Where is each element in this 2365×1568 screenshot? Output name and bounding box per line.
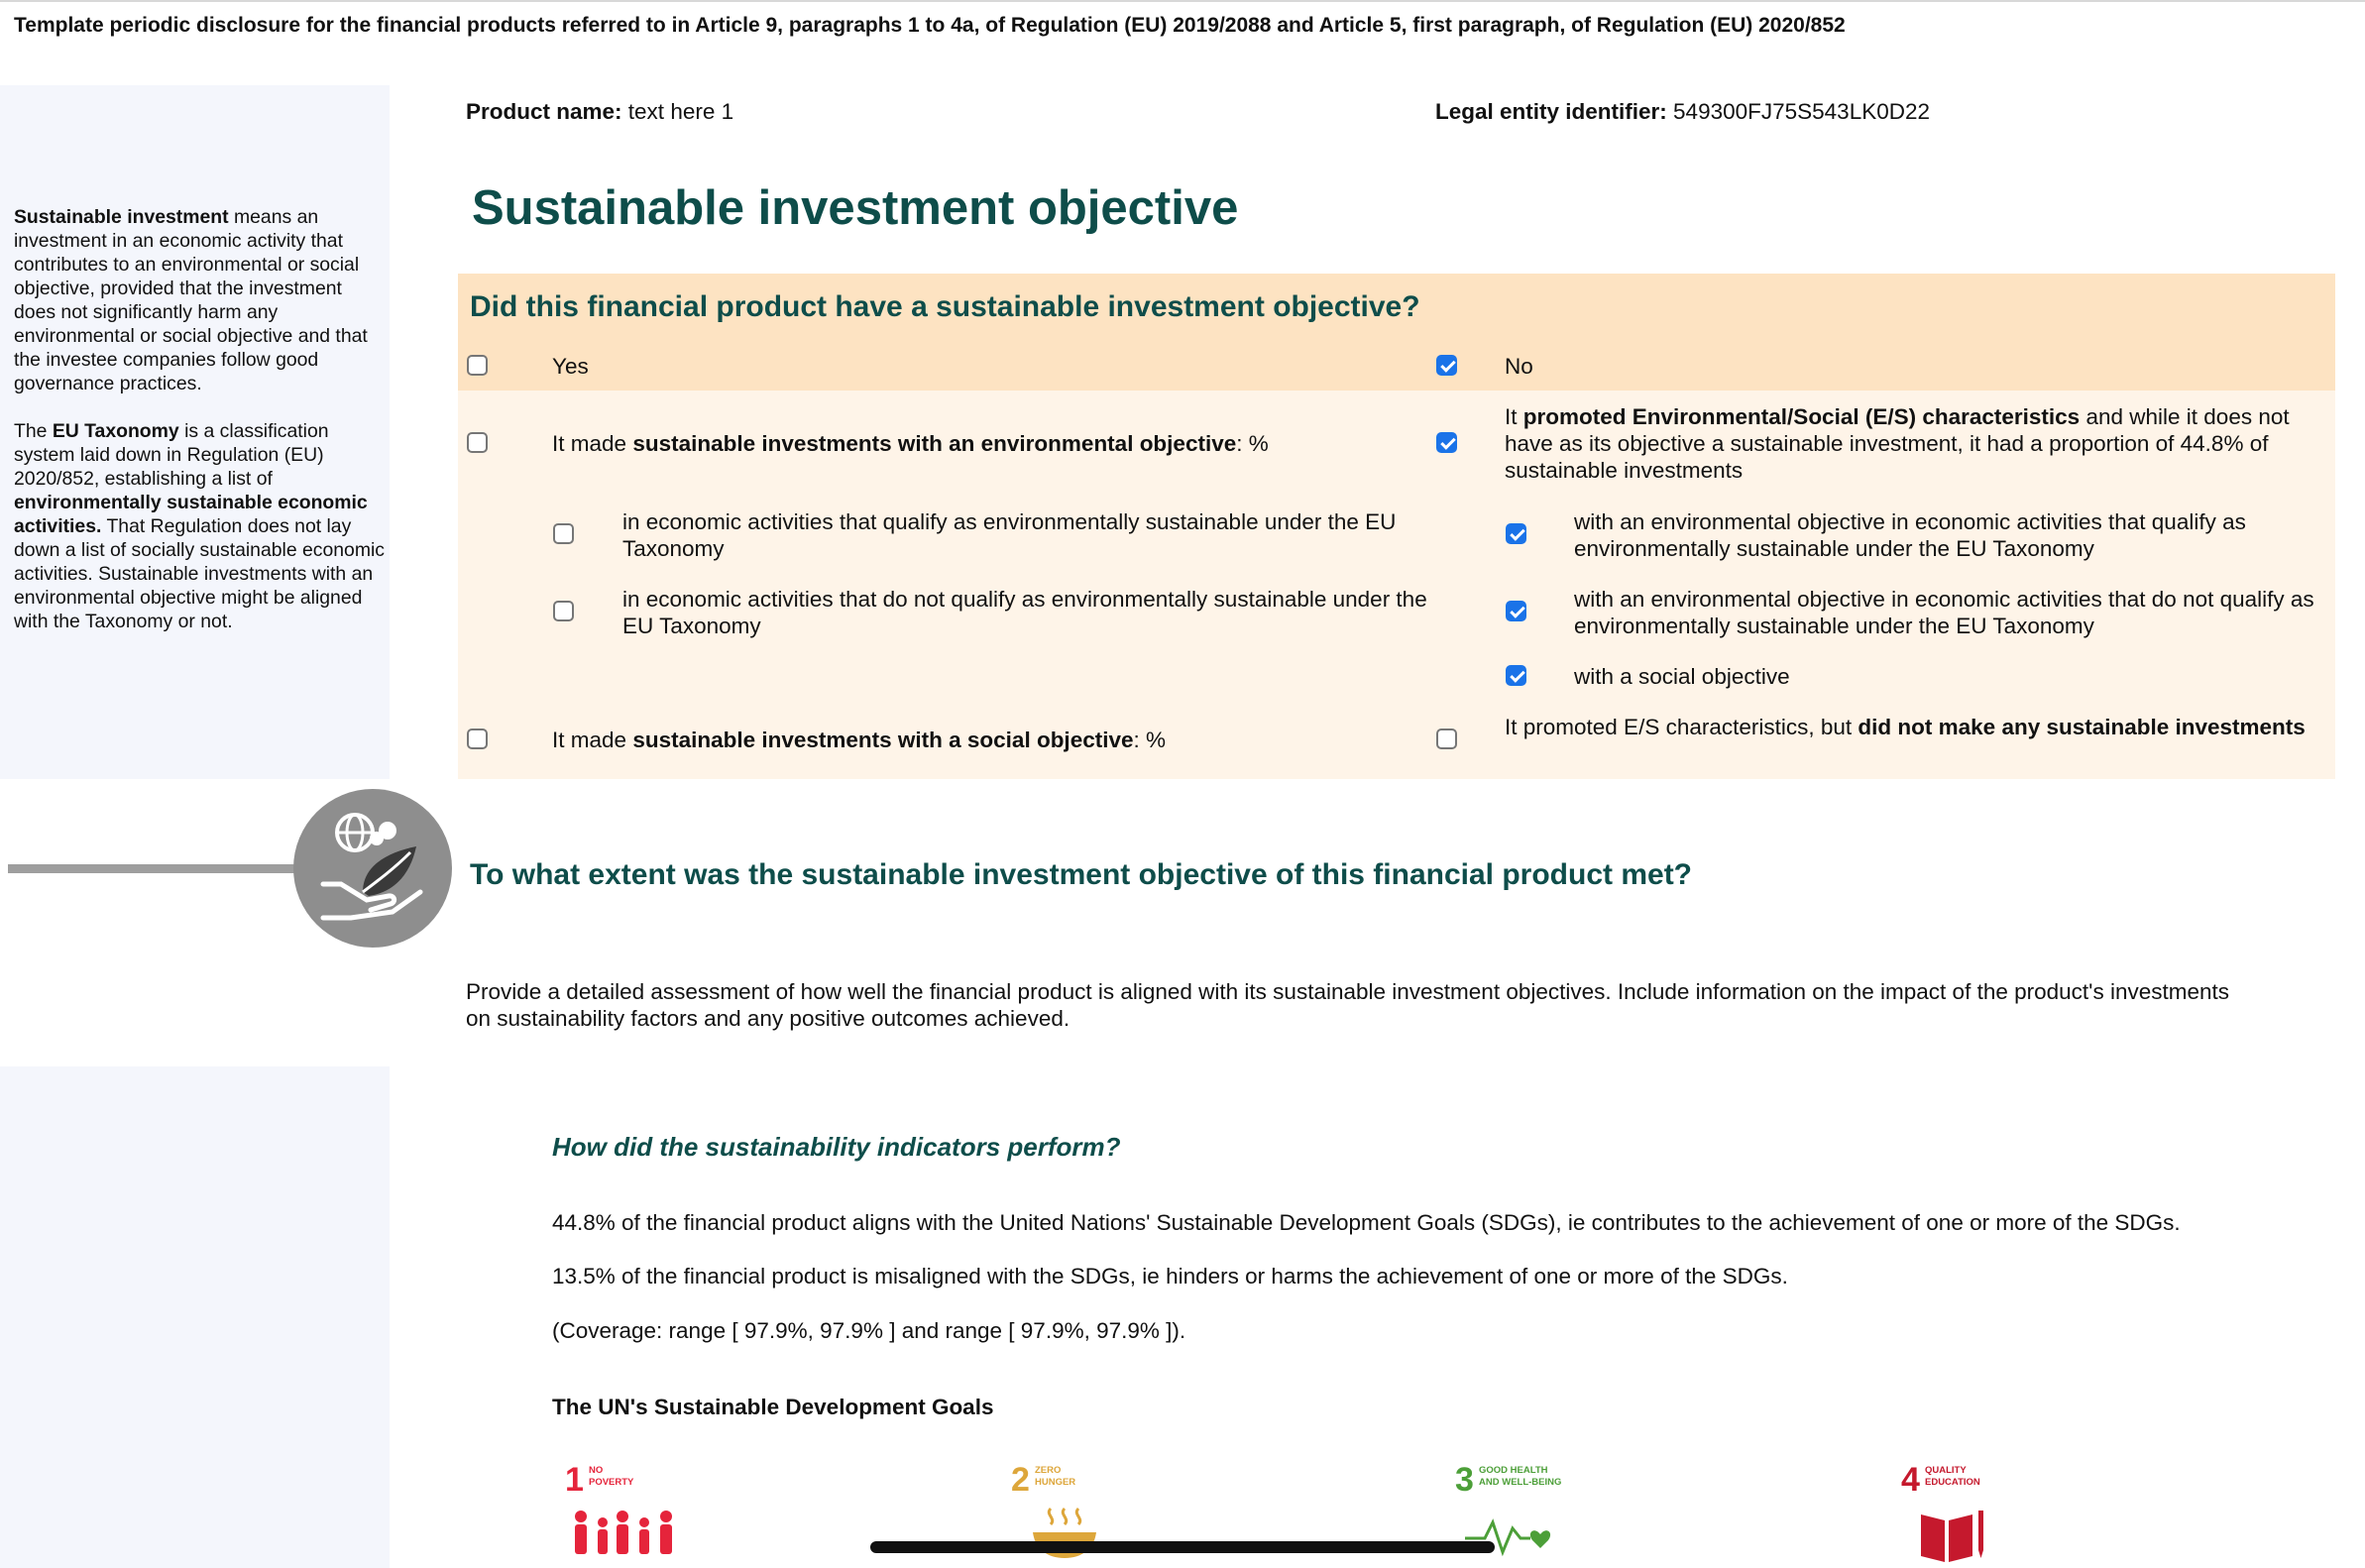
social-objective-checkbox[interactable] <box>467 728 488 749</box>
env-taxonomy-not-qualify-checkbox[interactable] <box>1506 601 1526 621</box>
environmental-objective-checkbox[interactable] <box>467 432 488 453</box>
taxonomy-qualify-checkbox[interactable] <box>553 523 574 544</box>
environmental-objective-label: It made sustainable investments with an environmental objective: % <box>552 431 1269 456</box>
legal-entity-identifier: Legal entity identifier: 549300FJ75S543LK0D22 <box>1435 99 1931 124</box>
env-taxonomy-qualify-checkbox[interactable] <box>1506 523 1526 544</box>
sidebar-definitions <box>14 205 386 657</box>
social-checkbox[interactable] <box>1506 665 1526 686</box>
top-divider <box>0 0 2365 2</box>
yes-label: Yes <box>552 354 589 379</box>
sustainable-investment-definition: Sustainable investment means an investment in an economic activity that contributes to an environmental or social objective, provided that the investment does not significantly harm any environmental or social objective and that the investee companies follow good governance practices. <box>14 206 368 394</box>
sdg-aligned-text: 44.8% of the financial product aligns with the United Nations' Sustainable Development Goals (SDGs), ie contributes to the achievement of one or more of the SDGs. <box>552 1210 2181 1235</box>
coverage-text: (Coverage: range [ 97.9%, 97.9% ] and range [ 97.9%, 97.9% ]). <box>552 1318 1186 1343</box>
product-name: Product name: text here 1 <box>466 99 734 124</box>
document-title: Template periodic disclosure for the financial products referred to in Article 9, paragraphs 1 to 4a, of Regulation (EU) 2019/2088 and Article 5, first paragraph, of Regulation (EU) 2020/852 <box>14 14 1846 37</box>
no-label: No <box>1505 354 1533 379</box>
zero-hunger-icon <box>1025 1503 1104 1562</box>
sdg-3-label: GOOD HEALTH AND WELL-BEING <box>1479 1465 1562 1488</box>
sdg-4-number: 4 <box>1901 1461 1920 1499</box>
env-taxonomy-qualify-label: with an environmental objective in economic activities that qualify as environmentally sustainable under the EU Taxonomy <box>1574 509 2246 561</box>
no-poverty-icon <box>573 1509 682 1558</box>
extent-title: To what extent was the sustainable investment objective of this financial product met? <box>470 858 1693 891</box>
no-sustainable-investments-checkbox[interactable] <box>1436 728 1457 749</box>
sdg-3-number: 3 <box>1455 1461 1474 1499</box>
no-checkbox[interactable] <box>1436 355 1457 376</box>
sdg-1-tile <box>565 1461 704 1568</box>
sdg-section-title: The UN's Sustainable Development Goals <box>552 1395 994 1419</box>
indicators-title: How did the sustainability indicators perform? <box>552 1132 1121 1162</box>
sdg-1-label: NO POVERTY <box>589 1465 634 1488</box>
sustainability-hands-icon <box>293 789 452 948</box>
es-characteristics-label: It promoted Environmental/Social (E/S) characteristics and while it does not have as its objective a sustainable investment, it had a proportion of 44.8% of sustainable investments <box>1505 404 2290 483</box>
question-title: Did this financial product have a sustainable investment objective? <box>470 290 1420 323</box>
sdg-4-label: QUALITY EDUCATION <box>1925 1465 1980 1488</box>
social-label: with a social objective <box>1574 664 1790 689</box>
taxonomy-not-qualify-checkbox[interactable] <box>553 601 574 621</box>
quality-education-icon <box>1919 1507 1988 1562</box>
sdg-2-number: 2 <box>1011 1461 1030 1499</box>
sdg-misaligned-text: 13.5% of the financial product is misaligned with the SDGs, ie hinders or harms the achievement of one or more of the SDGs. <box>552 1264 1788 1288</box>
no-sustainable-investments-label: It promoted E/S characteristics, but did not make any sustainable investments <box>1505 715 2306 739</box>
es-characteristics-checkbox[interactable] <box>1436 432 1457 453</box>
section-title: Sustainable investment objective <box>472 181 1239 235</box>
sdg-2-label: ZERO HUNGER <box>1035 1465 1076 1488</box>
social-objective-label: It made sustainable investments with a social objective: % <box>552 728 1167 752</box>
eu-taxonomy-definition: The EU Taxonomy is a classification system laid down in Regulation (EU) 2020/852, establishing a list of environmentally sustainable economic activities. That Regulation does not lay down a list of socially sustainable economic activities. Sustainable investments with an environmental objective might be aligned with the Taxonomy or not. <box>14 420 385 632</box>
extent-paragraph: Provide a detailed assessment of how well the financial product is aligned with its sustainable investment objectives. Include information on the impact of the product's investments on sustainability factors and any positive outcomes achieved. <box>466 979 2229 1031</box>
section-connector-line <box>8 864 305 873</box>
sdg-4-tile <box>1901 1461 2040 1568</box>
home-indicator[interactable] <box>870 1541 1495 1553</box>
taxonomy-not-qualify-label: in economic activities that do not qualify as environmentally sustainable under the EU Taxonomy <box>622 587 1427 638</box>
sdg-1-number: 1 <box>565 1461 584 1499</box>
env-taxonomy-not-qualify-label: with an environmental objective in economic activities that do not qualify as environmentally sustainable under the EU Taxonomy <box>1574 587 2314 638</box>
sidebar-panel-bottom <box>0 1066 390 1568</box>
yes-checkbox[interactable] <box>467 355 488 376</box>
taxonomy-qualify-label: in economic activities that qualify as environmentally sustainable under the EU Taxonomy <box>622 509 1397 561</box>
